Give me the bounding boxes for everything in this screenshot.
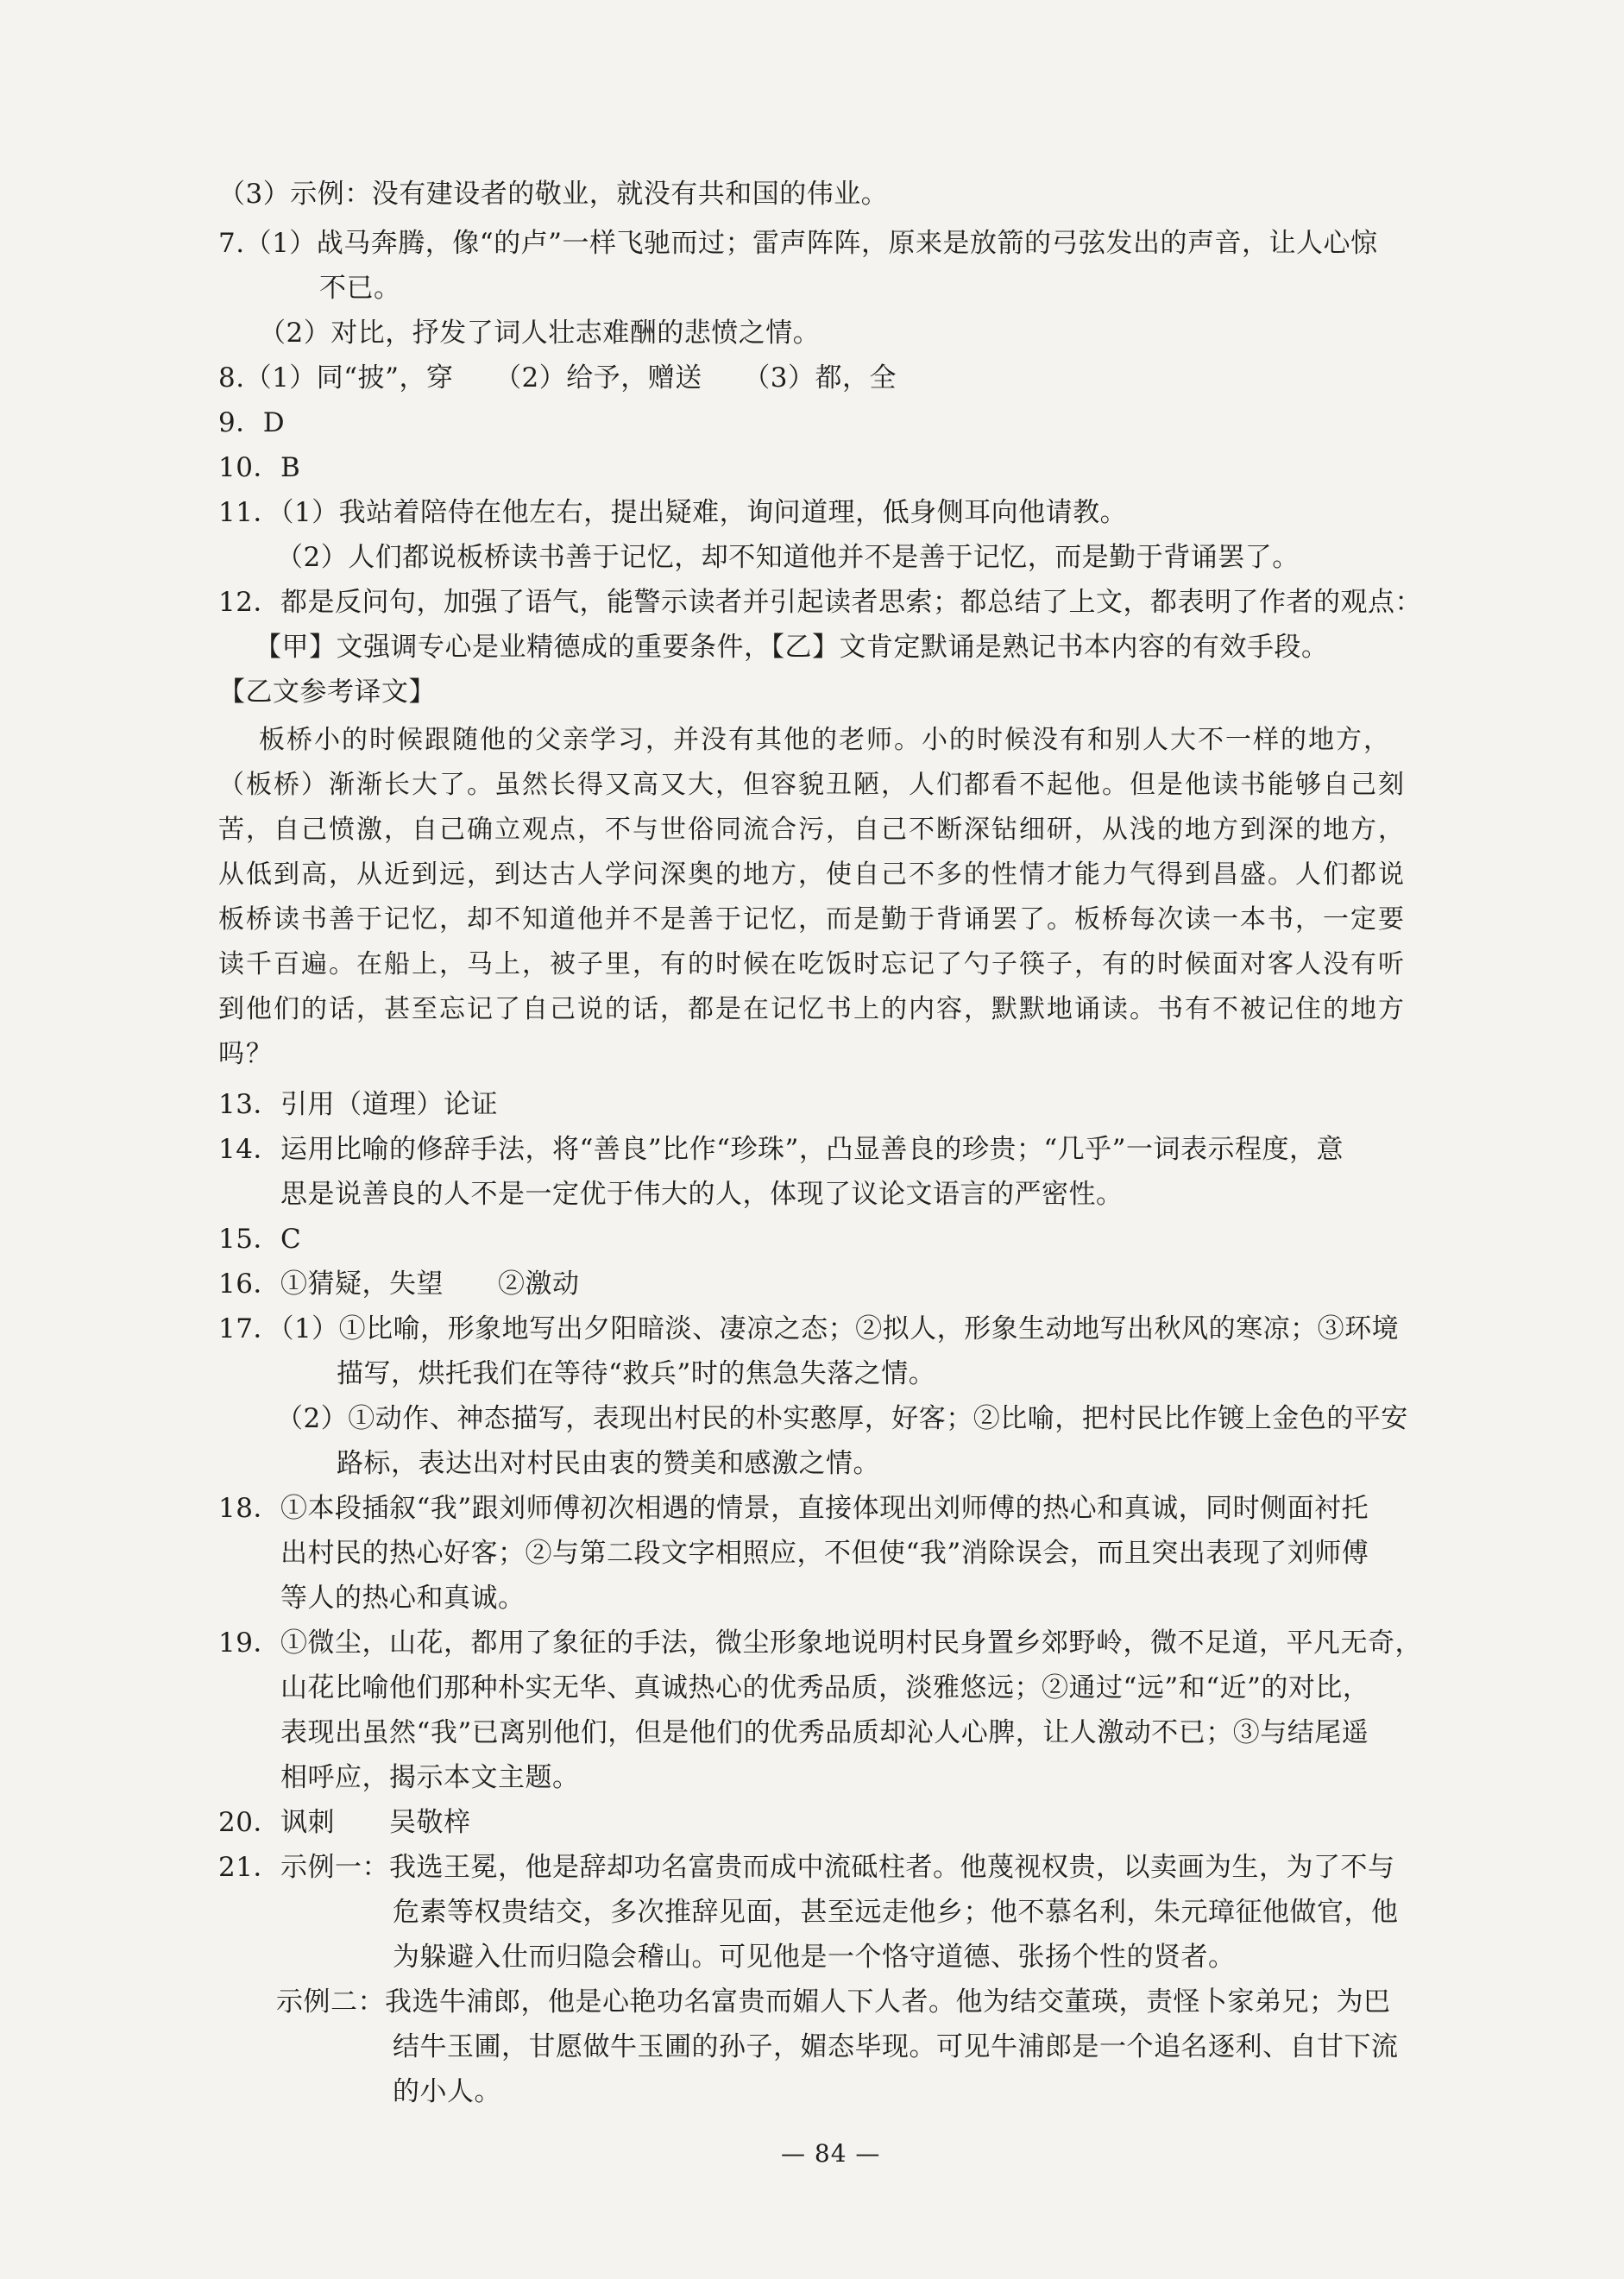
- answer-19-cont: 表现出虽然“我”已离别他们，但是他们的优秀品质却沁人心脾，让人激动不已；③与结尾遥: [280, 1717, 1369, 1748]
- answer-14-cont: 思是说善良的人不是一定优于伟大的人，体现了议论文语言的严密性。: [280, 1179, 1124, 1210]
- answer-18-cont: 出村民的热心好客；②与第二段文字相照应，不但使“我”消除误会，而且突出表现了刘师傅: [280, 1538, 1369, 1569]
- answer-17-2: （2）①动作、神态描写，表现出村民的朴实憨厚，好客；②比喻，把村民比作镀上金色的平安: [276, 1403, 1408, 1434]
- answer-12-cont: 【甲】文强调专心是业精德成的重要条件，【乙】文肯定默诵是熟记书本内容的有效手段。: [255, 632, 1329, 663]
- page-number: — 84 —: [781, 2139, 881, 2168]
- answer-19: 19．①微尘，山花，都用了象征的手法，微尘形象地说明村民身置乡郊野岭，微不足道，平凡无奇，: [218, 1627, 1422, 1659]
- answer-18-cont: 等人的热心和真诚。: [280, 1583, 526, 1614]
- answer-7-1: 7.（1）战马奔腾，像“的卢”一样飞驰而过；雷声阵阵，原来是放箭的弓弦发出的声音，让人心惊: [218, 228, 1378, 259]
- answer-12: 12．都是反问句，加强了语气，能警示读者并引起读者思索；都总结了上文，都表明了作者的观点：: [218, 587, 1422, 618]
- answer-17-2-cont: 路标，表达出对村民由衷的赞美和感激之情。: [337, 1448, 880, 1479]
- answer-8: 8.（1）同“披”，穿 （2）给予，赠送 （3）都，全: [218, 362, 897, 393]
- translation-line: 到他们的话，甚至忘记了自己说的话，都是在记忆书上的内容，默默地诵读。书有不被记住的地方: [218, 994, 1406, 1024]
- translation-line: 板桥读书善于记忆，却不知道他并不是善于记忆，而是勤于背诵罢了。板桥每次读一本书，一定要: [218, 904, 1406, 935]
- answer-18: 18．①本段插叙“我”跟刘师傅初次相遇的情景，直接体现出刘师傅的热心和真诚，同时侧面衬托: [218, 1493, 1369, 1524]
- answer-14: 14．运用比喻的修辞手法，将“善良”比作“珍珠”，凸显善良的珍贵；“几乎”一词表示程度，意: [218, 1134, 1344, 1165]
- answer-7-1-cont: 不已。: [319, 273, 401, 304]
- translation-heading: 【乙文参考译文】: [218, 677, 436, 708]
- answer-21-example-2: 示例二：我选牛浦郎，他是心艳功名富贵而媚人下人者。他为结交董瑛，责怪卜家弟兄；为巴: [276, 1986, 1391, 2018]
- answer-7-2: （2）对比，抒发了词人壮志难酬的悲愤之情。: [259, 318, 821, 349]
- answer-17-1: 17．（1）①比喻，形象地写出夕阳暗淡、凄凉之态；②拟人，形象生动地写出秋风的寒凉；③环境: [218, 1313, 1400, 1344]
- answer-20: 20．讽刺 吴敬梓: [218, 1807, 471, 1838]
- answer-17-1-cont: 描写，烘托我们在等待“救兵”时的焦急失落之情。: [337, 1358, 936, 1389]
- translation-line: 从低到高，从近到远，到达古人学问深奥的地方，使自己不多的性情才能力气得到昌盛。人们都说: [218, 859, 1406, 890]
- answer-6-3: （3）示例：没有建设者的敬业，就没有共和国的伟业。: [218, 179, 889, 210]
- translation-line: 吗？: [218, 1039, 274, 1069]
- answer-21-example-1-cont: 危素等权贵结交，多次推辞见面，甚至远走他乡；他不慕名利，朱元璋征他做官，他: [393, 1897, 1399, 1928]
- answer-16: 16．①猜疑，失望 ②激动: [218, 1269, 580, 1300]
- answer-11-2: （2）人们都说板桥读书善于记忆，却不知道他并不是善于记忆，而是勤于背诵罢了。: [276, 542, 1300, 573]
- answer-21-example-2-cont: 结牛玉圃，甘愿做牛玉圃的孙子，媚态毕现。可见牛浦郎是一个追名逐利、自甘下流: [393, 2031, 1399, 2062]
- translation-line: 板桥小的时候跟随他的父亲学习，并没有其他的老师。小的时候没有和别人大不一样的地方，: [259, 725, 1391, 755]
- answer-19-cont: 山花比喻他们那种朴实无华、真诚热心的优秀品质，淡雅悠远；②通过“远”和“近”的对比，: [280, 1672, 1370, 1703]
- answer-15: 15．C: [218, 1224, 302, 1255]
- answer-11-1: 11．（1）我站着陪侍在他左右，提出疑难，询问道理，低身侧耳向他请教。: [218, 497, 1128, 528]
- answer-21-example-2-cont: 的小人。: [393, 2076, 501, 2107]
- answer-21-example-1-cont: 为躲避入仕而归隐会稽山。可见他是一个恪守道德、张扬个性的贤者。: [393, 1942, 1236, 1973]
- translation-line: 读千百遍。在船上，马上，被子里，有的时候在吃饭时忘记了勺子筷子，有的时候面对客人没有听: [218, 949, 1406, 979]
- answer-19-cont: 相呼应，揭示本文主题。: [280, 1762, 580, 1793]
- translation-line: （板桥）渐渐长大了。虽然长得又高又大，但容貌丑陋，人们都看不起他。但是他读书能够自己刻: [218, 770, 1406, 800]
- answer-13: 13．引用（道理）论证: [218, 1089, 498, 1120]
- answer-10: 10．B: [218, 452, 301, 483]
- answer-21-example-1: 21．示例一：我选王冕，他是辞却功名富贵而成中流砥柱者。他蔑视权贵，以卖画为生，为了不与: [218, 1852, 1395, 1883]
- answer-9: 9．D: [218, 407, 286, 438]
- translation-line: 苦，自己愤激，自己确立观点，不与世俗同流合污，自己不断深钻细研，从浅的地方到深的地方，: [218, 815, 1406, 845]
